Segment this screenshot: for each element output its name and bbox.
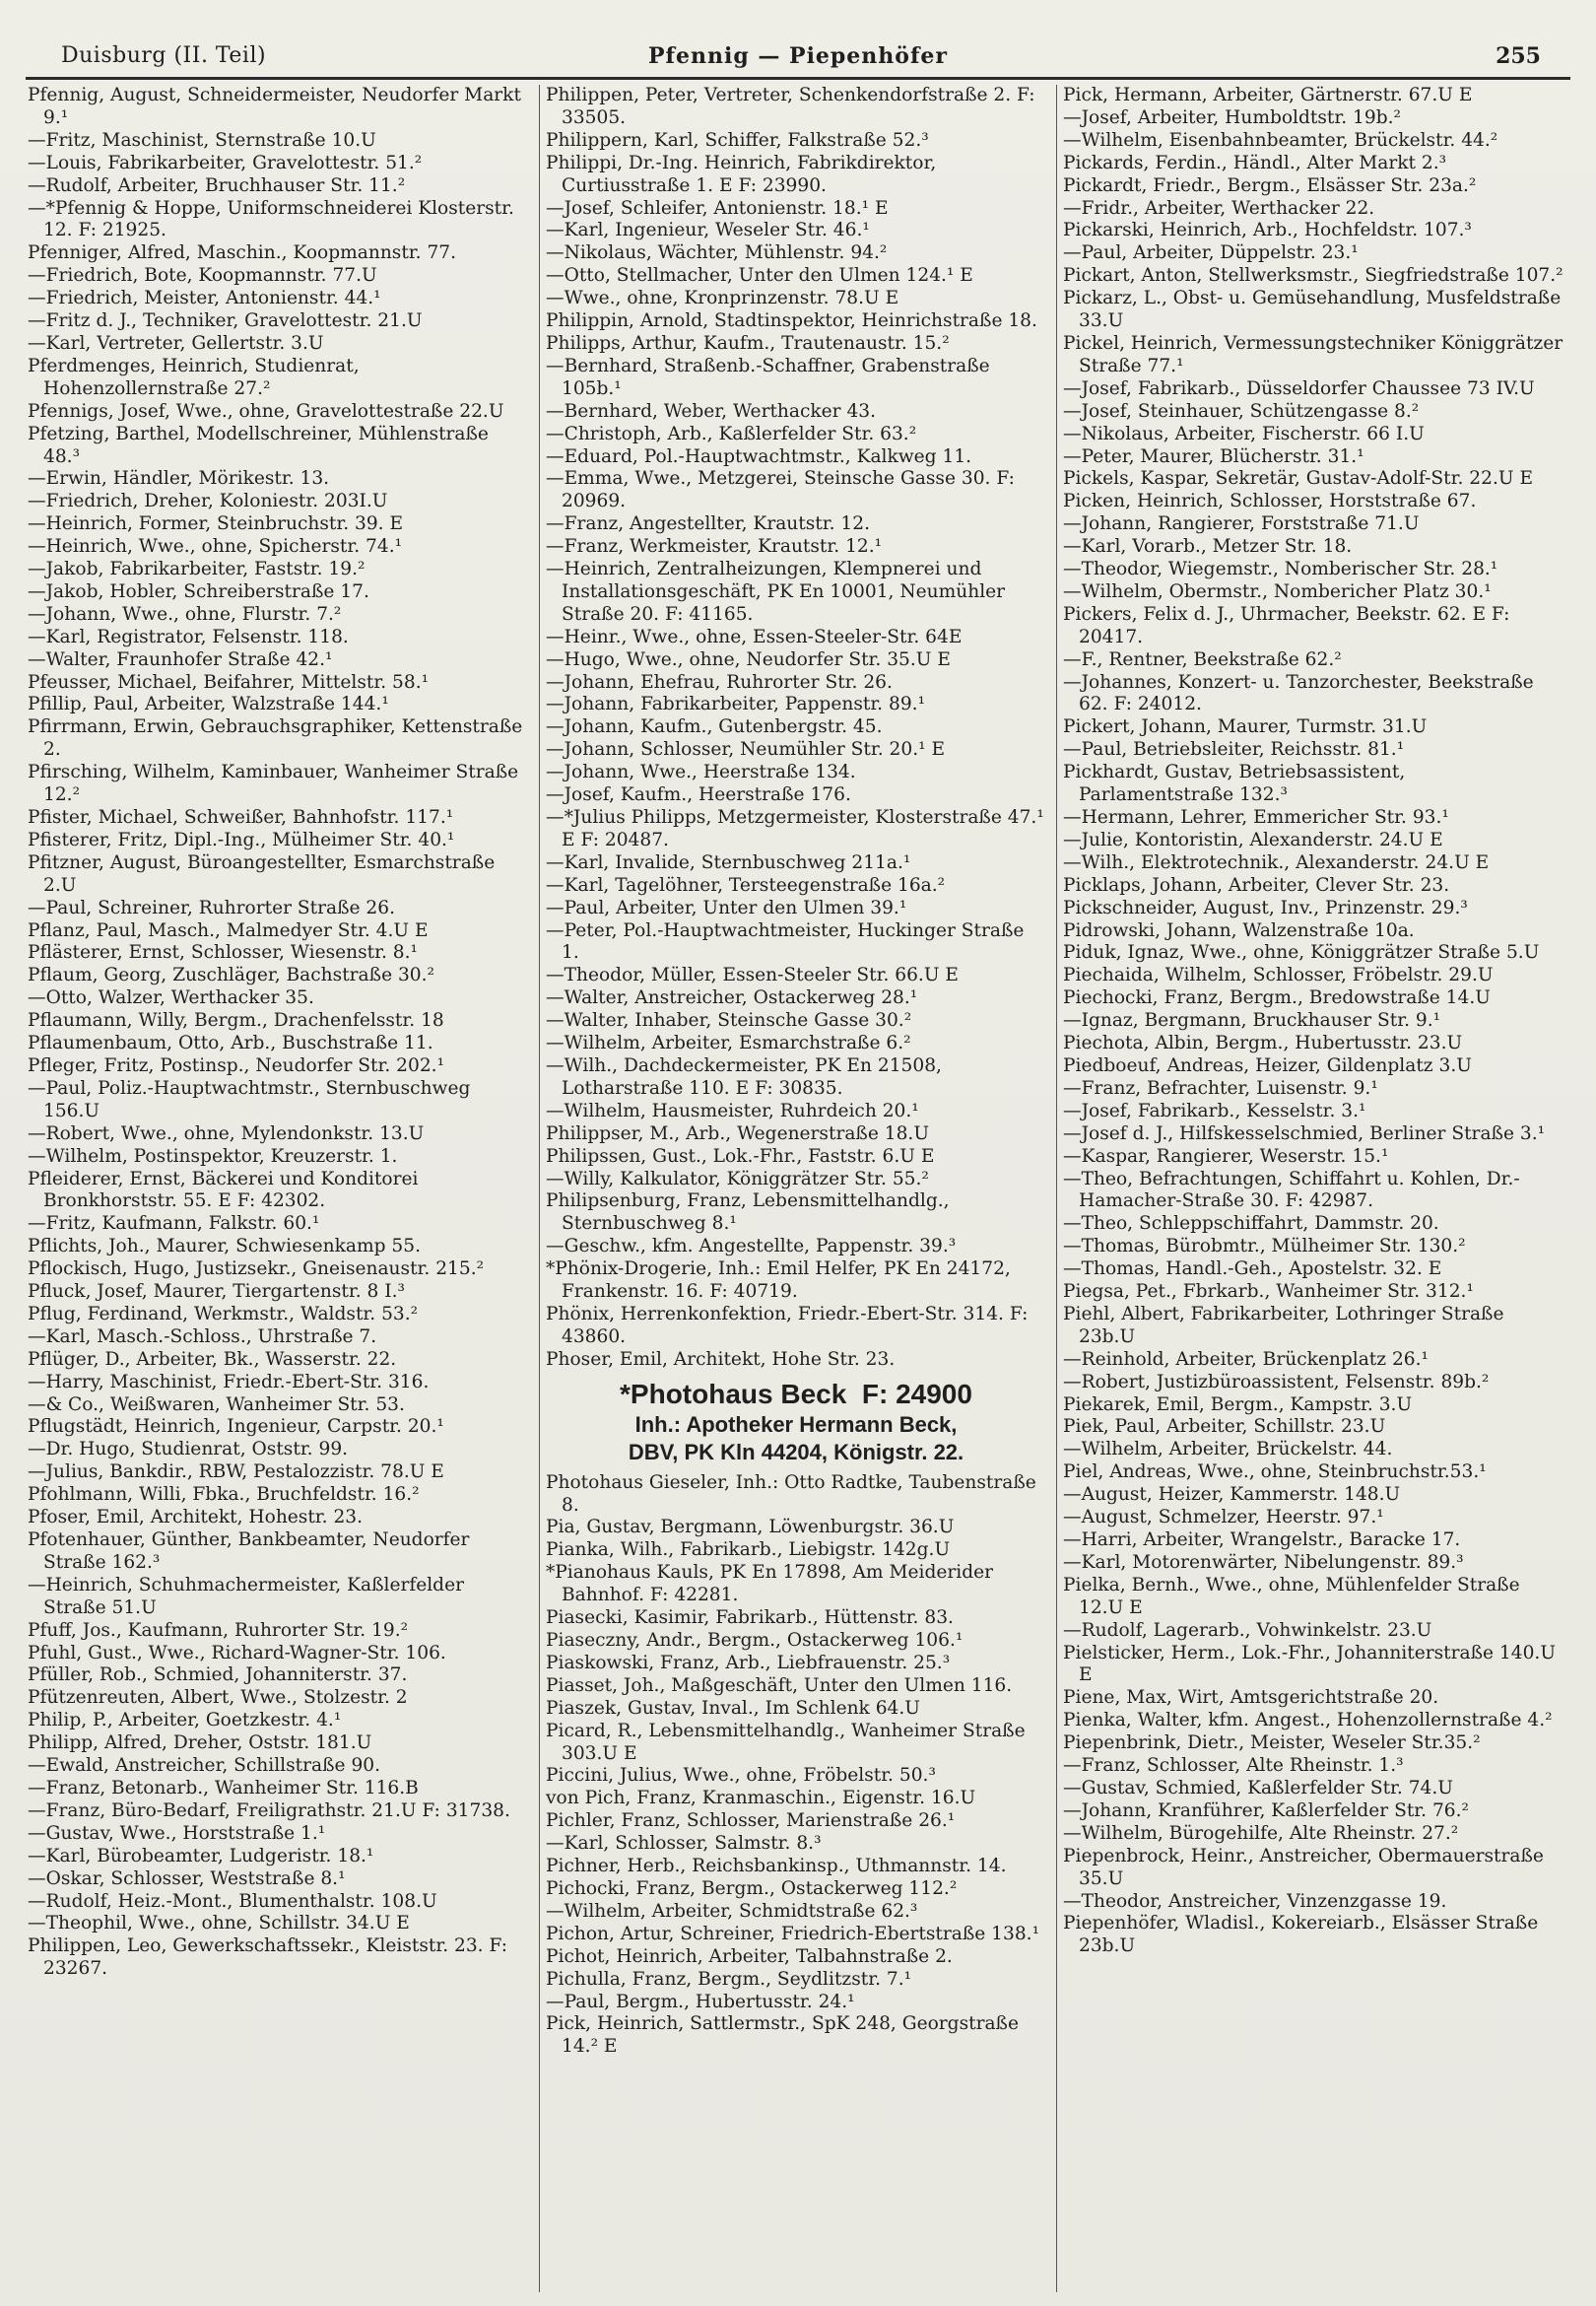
directory-entry: —Karl, Masch.-Schloss., Uhrstraße 7.	[28, 1325, 377, 1347]
directory-entry: —Wwe., ohne, Kronprinzenstr. 78.U E	[546, 288, 899, 309]
directory-entry: Philipp, Alfred, Dreher, Oststr. 181.U	[28, 1732, 372, 1754]
directory-entry: Pickarski, Heinrich, Arb., Hochfeldstr. 107.³	[1063, 220, 1472, 241]
directory-entry: Piepenbrock, Heinr., Anstreicher, Obermauerstraße 35.U	[1063, 1845, 1544, 1889]
directory-entry: —*Julius Philipps, Metzgermeister, Klosterstraße 47.¹ E F: 20487.	[546, 807, 1044, 850]
directory-entry: Pickardt, Friedr., Bergm., Elsässer Str. 23a.²	[1063, 174, 1477, 196]
directory-entry: Pflanz, Paul, Masch., Malmedyer Str. 4.U E	[28, 919, 429, 941]
directory-entry: von Pich, Franz, Kranmaschin., Eigenstr. 16.U	[546, 1788, 976, 1809]
directory-entry: —Nikolaus, Arbeiter, Fischerstr. 66 I.U	[1063, 423, 1425, 444]
directory-entry: Pflockisch, Hugo, Justizsekr., Gneisenaustr. 215.²	[28, 1258, 485, 1280]
directory-entry: Pfützenreuten, Albert, Wwe., Stolzestr. 2	[28, 1687, 408, 1709]
directory-entry: —Harry, Maschinist, Friedr.-Ebert-Str. 316.	[28, 1371, 430, 1392]
directory-entry: Picklaps, Johann, Arbeiter, Clever Str. 23.	[1063, 874, 1450, 896]
directory-entry: —Fritz, Maschinist, Sternstraße 10.U	[28, 129, 376, 151]
directory-entry: —Wilhelm, Obermstr., Nombericher Platz 30.¹	[1063, 580, 1492, 602]
ad-phone: F: 24900	[861, 1378, 972, 1409]
directory-entry: —Johann, Fabrikarbeiter, Pappenstr. 89.¹	[546, 694, 926, 715]
directory-entry: —Johann, Wwe., ohne, Flurstr. 7.²	[28, 603, 342, 625]
header-range: Pfennig — Piepenhöfer	[647, 43, 949, 69]
directory-entry: —Walter, Anstreicher, Ostackerweg 28.¹	[546, 987, 918, 1009]
directory-entry: Pfohlmann, Willi, Fbka., Bruchfeldstr. 16.²	[28, 1484, 420, 1506]
directory-entry: —Franz, Werkmeister, Krautstr. 12.¹	[546, 536, 883, 558]
directory-entry: Pflästerer, Ernst, Schlosser, Wiesenstr. 8.¹	[28, 942, 418, 964]
directory-entry: Pichulla, Franz, Bergm., Seydlitzstr. 7.¹	[546, 1968, 912, 1990]
directory-entry: —Louis, Fabrikarbeiter, Gravelottestr. 51.²	[28, 152, 423, 173]
directory-entry: —Fritz, Kaufmann, Falkstr. 60.¹	[28, 1213, 320, 1235]
directory-entry: —Thomas, Handl.-Geh., Apostelstr. 32. E	[1063, 1258, 1442, 1280]
directory-entry: —Friedrich, Meister, Antonienstr. 44.¹	[28, 288, 381, 309]
photohaus-beck-advertisement	[546, 1378, 1046, 1466]
directory-entry: Pfisterer, Fritz, Dipl.-Ing., Mülheimer Str. 40.¹	[28, 829, 455, 850]
directory-entry: Pfenniger, Alfred, Maschin., Koopmannstr. 77.	[28, 242, 457, 264]
directory-entry: Pickhardt, Gustav, Betriebsassistent, Parlamentstraße 132.³	[1063, 762, 1406, 806]
directory-entry: —Rudolf, Lagerarb., Vohwinkelstr. 23.U	[1063, 1619, 1432, 1641]
directory-entry: —Josef, Fabrikarb., Kesselstr. 3.¹	[1063, 1100, 1366, 1121]
column-2-entries	[546, 85, 1046, 1372]
directory-entry: —Heinrich, Wwe., ohne, Spicherstr. 74.¹	[28, 536, 403, 558]
directory-entry: —Ignaz, Bergmann, Bruckhauser Str. 9.¹	[1063, 1010, 1441, 1032]
directory-entry: Pickart, Anton, Stellwerksmstr., Siegfriedstraße 107.²	[1063, 265, 1563, 287]
directory-entry: Piaseczny, Andr., Bergm., Ostackerweg 106.¹	[546, 1630, 964, 1651]
directory-entry: Pienka, Walter, kfm. Angest., Hohenzollernstraße 4.²	[1063, 1710, 1553, 1731]
directory-entry: Piaskowski, Franz, Arb., Liebfrauenstr. 25.³	[546, 1652, 951, 1673]
directory-entry: —Karl, Ingenieur, Weseler Str. 46.¹	[546, 220, 870, 241]
directory-entry: Piepenbrink, Dietr., Meister, Weseler Str.35.²	[1063, 1732, 1481, 1754]
directory-entry: —Rudolf, Heiz.-Mont., Blumenthalstr. 108.U	[28, 1890, 437, 1912]
directory-entry: Pflaumenbaum, Otto, Arb., Buschstraße 11.	[28, 1033, 433, 1054]
column-2-entries-after-ad	[546, 1472, 1046, 2060]
directory-entry: Pfennig, August, Schneidermeister, Neudorfer Markt 9.¹	[28, 85, 521, 128]
directory-entry: —Friedrich, Bote, Koopmannstr. 77.U	[28, 265, 377, 287]
directory-entry: —Wilhelm, Arbeiter, Brückelstr. 44.	[1063, 1439, 1393, 1460]
directory-entry: —Ewald, Anstreicher, Schillstraße 90.	[28, 1755, 381, 1777]
directory-entry: —Johann, Schlosser, Neumühler Str. 20.¹ E	[546, 739, 946, 761]
directory-entry: Pichon, Artur, Schreiner, Friedrich-Ebertstraße 138.¹	[546, 1923, 1040, 1944]
directory-entry: —Friedrich, Dreher, Koloniestr. 203I.U	[28, 491, 388, 512]
ad-line-2: DBV, PK Kln 44204, Königstr. 22.	[628, 1439, 964, 1464]
directory-entry: —Nikolaus, Wächter, Mühlenstr. 94.²	[546, 242, 888, 264]
directory-entry: Pfluck, Josef, Maurer, Tiergartenstr. 8 I.³	[28, 1281, 405, 1303]
directory-entry: Pfuhl, Gust., Wwe., Richard-Wagner-Str. 106.	[28, 1642, 446, 1663]
directory-entry: —Theophil, Wwe., ohne, Schillstr. 34.U E	[28, 1913, 410, 1934]
directory-entry: —Jakob, Fabrikarbeiter, Faststr. 19.²	[28, 559, 366, 580]
directory-entry: —Theodor, Wiegemstr., Nomberischer Str. 28.¹	[1063, 559, 1498, 580]
directory-entry: Philipps, Arthur, Kaufm., Trautenaustr. 15.²	[546, 332, 950, 354]
directory-entry: —Bernhard, Straßenb.-Schaffner, Grabenstraße 105b.¹	[546, 355, 990, 399]
directory-entry: Pfuff, Jos., Kaufmann, Ruhrorter Str. 19.²	[28, 1619, 409, 1641]
directory-entry: Pflüger, D., Arbeiter, Bk., Wasserstr. 22.	[28, 1348, 397, 1370]
directory-entry: —Franz, Schlosser, Alte Rheinstr. 1.³	[1063, 1755, 1404, 1777]
directory-entry: —& Co., Weißwaren, Wanheimer Str. 53.	[28, 1393, 405, 1415]
column-2	[539, 85, 1056, 2292]
directory-entry: —Otto, Stellmacher, Unter den Ulmen 124.¹ E	[546, 265, 973, 287]
directory-entry: Piasset, Joh., Maßgeschäft, Unter den Ulmen 116.	[546, 1674, 1013, 1696]
directory-entry: Piccini, Julius, Wwe., ohne, Fröbelstr. 50.³	[546, 1765, 936, 1787]
directory-entry: Pflug, Ferdinand, Werkmstr., Waldstr. 53.²	[28, 1303, 419, 1324]
directory-entry: —Dr. Hugo, Studienrat, Oststr. 99.	[28, 1439, 349, 1460]
directory-entry: —Willy, Kalkulator, Königgrätzer Str. 55.²	[546, 1168, 929, 1189]
directory-entry: Pferdmenges, Heinrich, Studienrat, Hohenzollernstraße 27.²	[28, 355, 360, 399]
directory-entry: Pfeusser, Michael, Beifahrer, Mittelstr. 58.¹	[28, 671, 430, 693]
directory-entry: —Wilhelm, Bürogehilfe, Alte Rheinstr. 27.²	[1063, 1822, 1459, 1844]
directory-entry: —Walter, Fraunhofer Straße 42.¹	[28, 648, 333, 670]
directory-entry: —Eduard, Pol.-Hauptwachtmstr., Kalkweg 11.	[546, 445, 972, 467]
directory-entry: —Franz, Befrachter, Luisenstr. 9.¹	[1063, 1077, 1378, 1099]
directory-entry: Piepenhöfer, Wladisl., Kokereiarb., Elsässer Straße 23b.U	[1063, 1913, 1539, 1957]
directory-entry: —Hugo, Wwe., ohne, Neudorfer Str. 35.U E	[546, 648, 951, 670]
directory-entry: Philippi, Dr.-Ing. Heinrich, Fabrikdirektor, Curtiusstraße 1. E F: 23990.	[546, 152, 937, 196]
directory-entry: —Franz, Betonarb., Wanheimer Str. 116.B	[28, 1777, 419, 1798]
directory-entry: Philippser, M., Arb., Wegenerstraße 18.U	[546, 1122, 929, 1144]
directory-entry: Pickers, Felix d. J., Uhrmacher, Beekstr. 62. E F: 20417.	[1063, 603, 1510, 647]
directory-entry: —Wilh., Elektrotechnik., Alexanderstr. 24.U E	[1063, 851, 1490, 873]
directory-entry: Pickards, Ferdin., Händl., Alter Markt 2.³	[1063, 152, 1447, 173]
directory-entry: Pick, Heinrich, Sattlermstr., SpK 248, Georgstraße 14.² E	[546, 2013, 1019, 2058]
ad-line-1: Inh.: Apotheker Hermann Beck,	[634, 1411, 958, 1437]
directory-entry: Pichocki, Franz, Bergm., Ostackerweg 112.²	[546, 1877, 958, 1899]
directory-entry: Pfetzing, Barthel, Modellschreiner, Mühlenstraße 48.³	[28, 423, 489, 467]
directory-entry: Piaszek, Gustav, Inval., Im Schlenk 64.U	[546, 1697, 920, 1719]
directory-entry: Philippen, Leo, Gewerkschaftssekr., Kleiststr. 23. F: 23267.	[28, 1935, 507, 1980]
directory-entry: —Emma, Wwe., Metzgerei, Steinsche Gasse 30. F: 20969.	[546, 468, 1015, 512]
directory-entry: —Johann, Kaufm., Gutenbergstr. 45.	[546, 716, 883, 738]
directory-entry: Piegsa, Pet., Fbrkarb., Wanheimer Str. 312.¹	[1063, 1281, 1474, 1303]
directory-entry: Pickert, Johann, Maurer, Turmstr. 31.U	[1063, 716, 1428, 738]
directory-entry: —Karl, Vertreter, Gellertstr. 3.U	[28, 332, 324, 354]
directory-entry: Pichner, Herb., Reichsbankinsp., Uthmannstr. 14.	[546, 1856, 1007, 1877]
directory-entry: Pichler, Franz, Schlosser, Marienstraße 26.¹	[546, 1810, 956, 1832]
directory-entry: Pfillip, Paul, Arbeiter, Walzstraße 144.¹	[28, 694, 389, 715]
directory-entry: Pfleger, Fritz, Postinsp., Neudorfer Str. 202.¹	[28, 1054, 445, 1076]
directory-entry: Pickel, Heinrich, Vermessungstechniker Königgrätzer Straße 77.¹	[1063, 332, 1563, 376]
directory-entry: Phönix, Herrenkonfektion, Friedr.-Ebert-Str. 314. F: 43860.	[546, 1303, 1029, 1347]
directory-entry: —Karl, Vorarb., Metzer Str. 18.	[1063, 536, 1353, 558]
directory-entry: Piechocki, Franz, Bergm., Bredowstraße 14.U	[1063, 987, 1491, 1009]
directory-entry: —Robert, Justizbüroassistent, Felsenstr. 89b.²	[1063, 1371, 1490, 1392]
directory-entry: —Johannes, Konzert- u. Tanzorchester, Beekstraße 62. F: 24012.	[1063, 671, 1534, 715]
directory-entry: —Jakob, Hobler, Schreiberstraße 17.	[28, 580, 369, 602]
directory-entry: Pianka, Wilh., Fabrikarb., Liebigstr. 142g.U	[546, 1539, 951, 1561]
directory-entry: Pfotenhauer, Günther, Bankbeamter, Neudorfer Straße 162.³	[28, 1529, 470, 1573]
directory-entry: Philip, P., Arbeiter, Goetzkestr. 4.¹	[28, 1710, 342, 1731]
directory-entry: —Josef, Arbeiter, Humboldtstr. 19b.²	[1063, 106, 1401, 128]
directory-entry: Picken, Heinrich, Schlosser, Horststraße 67.	[1063, 491, 1477, 512]
directory-entry: —Franz, Angestellter, Krautstr. 12.	[546, 513, 870, 535]
directory-entry: —Josef, Schleifer, Antonienstr. 18.¹ E	[546, 197, 889, 219]
directory-entry: —Josef, Kaufm., Heerstraße 176.	[546, 784, 851, 806]
directory-entry: Philippen, Peter, Vertreter, Schenkendorfstraße 2. F: 33505.	[546, 85, 1035, 128]
directory-entry: Pfitzner, August, Büroangestellter, Esmarchstraße 2.U	[28, 851, 496, 896]
directory-entry: —F., Rentner, Beekstraße 62.²	[1063, 648, 1342, 670]
directory-entry: —Paul, Arbeiter, Unter den Ulmen 39.¹	[546, 897, 907, 918]
directory-entry: —Thomas, Bürobmtr., Mülheimer Str. 130.²	[1063, 1236, 1466, 1257]
directory-entry: —*Pfennig & Hoppe, Uniformschneiderei Klosterstr. 12. F: 21925.	[28, 197, 514, 241]
directory-entry: —Johann, Wwe., Heerstraße 134.	[546, 762, 856, 783]
directory-entry: Piduk, Ignaz, Wwe., ohne, Königgrätzer Straße 5.U	[1063, 942, 1540, 964]
directory-entry: Piedboeuf, Andreas, Heizer, Gildenplatz 3.U	[1063, 1054, 1472, 1076]
column-3	[1056, 85, 1573, 2292]
directory-entry: Pickarz, L., Obst- u. Gemüsehandlung, Musfeldstraße 33.U	[1063, 288, 1562, 332]
directory-entry: Piek, Paul, Arbeiter, Schillstr. 23.U	[1063, 1416, 1386, 1438]
directory-entry: Pia, Gustav, Bergmann, Löwenburgstr. 36.U	[546, 1517, 955, 1538]
directory-entry: —Josef d. J., Hilfskesselschmied, Berliner Straße 3.¹	[1063, 1122, 1546, 1144]
directory-entry: Pickels, Kaspar, Sekretär, Gustav-Adolf-Str. 22.U E	[1063, 468, 1534, 490]
directory-entry: —Julius, Bankdir., RBW, Pestalozzistr. 78.U E	[28, 1461, 444, 1483]
directory-entry: —Karl, Bürobeamter, Ludgeristr. 18.¹	[28, 1845, 374, 1866]
directory-entry: —Reinhold, Arbeiter, Brückenplatz 26.¹	[1063, 1348, 1429, 1370]
directory-entry: Pflaumann, Willy, Bergm., Drachenfelsstr. 18	[28, 1010, 444, 1032]
directory-entry: Pichot, Heinrich, Arbeiter, Talbahnstraße 2.	[546, 1945, 953, 1967]
directory-entry: —Wilhelm, Arbeiter, Esmarchstraße 6.²	[546, 1033, 911, 1054]
directory-entry: —Karl, Registrator, Felsenstr. 118.	[28, 626, 349, 647]
directory-entry: —Heinrich, Zentralheizungen, Klempnerei und Installationsgeschäft, PK En 10001, Neumühler Straße 20. F: 41165.	[546, 559, 1006, 625]
directory-entry: —Wilh., Dachdeckermeister, PK En 21508, Lotharstraße 110. E F: 30835.	[546, 1054, 942, 1099]
directory-entry: —Wilhelm, Postinspektor, Kreuzerstr. 1.	[28, 1145, 398, 1167]
directory-entry: —Heinrich, Former, Steinbruchstr. 39. E	[28, 513, 404, 535]
directory-entry: —Gustav, Wwe., Horststraße 1.¹	[28, 1822, 326, 1844]
directory-entry: —Josef, Fabrikarb., Düsseldorfer Chaussee 73 IV.U	[1063, 377, 1535, 399]
directory-entry: —Theodor, Müller, Essen-Steeler Str. 66.U E	[546, 965, 959, 986]
directory-entry: Piechaida, Wilhelm, Schlosser, Fröbelstr. 29.U	[1063, 965, 1494, 986]
directory-entry: Pflugstädt, Heinrich, Ingenieur, Carpstr. 20.¹	[28, 1416, 444, 1438]
directory-entry: Piechota, Albin, Bergm., Hubertusstr. 23.U	[1063, 1033, 1463, 1054]
directory-entry: Philipssen, Gust., Lok.-Fhr., Faststr. 6.U E	[546, 1145, 935, 1167]
header-city: Duisburg (II. Teil)	[61, 43, 267, 68]
directory-entry: —Theo, Befrachtungen, Schiffahrt u. Kohlen, Dr.-Hamacher-Straße 30. F: 42987.	[1063, 1168, 1520, 1212]
directory-entry: —Christoph, Arb., Kaßlerfelder Str. 63.²	[546, 423, 917, 444]
directory-entry: —August, Schmelzer, Heerstr. 97.¹	[1063, 1507, 1384, 1528]
directory-entry: Pfoser, Emil, Architekt, Hohestr. 23.	[28, 1507, 364, 1528]
directory-entry: —Paul, Bergm., Hubertusstr. 24.¹	[546, 1991, 855, 2012]
directory-entry: —Harri, Arbeiter, Wrangelstr., Baracke 17.	[1063, 1529, 1461, 1550]
directory-entry: —Johann, Kranführer, Kaßlerfelder Str. 76.²	[1063, 1799, 1469, 1821]
directory-entry: —Peter, Maurer, Blücherstr. 31.¹	[1063, 445, 1364, 467]
directory-entry: —Heinr., Wwe., ohne, Essen-Steeler-Str. 64E	[546, 626, 963, 647]
directory-entry: Piasecki, Kasimir, Fabrikarb., Hüttenstr. 83.	[546, 1607, 954, 1629]
directory-entry: —Karl, Tagelöhner, Tersteegenstraße 16a.²	[546, 874, 946, 896]
directory-entry: —Johann, Rangierer, Forststraße 71.U	[1063, 513, 1420, 535]
directory-entry: Piene, Max, Wirt, Amtsgerichtstraße 20.	[1063, 1687, 1439, 1709]
ad-headline: *Photohaus Beck	[620, 1378, 847, 1409]
directory-entry: Pickschneider, August, Inv., Prinzenstr. 29.³	[1063, 897, 1468, 918]
page-header	[26, 39, 1570, 80]
directory-entry: —Wilhelm, Hausmeister, Ruhrdeich 20.¹	[546, 1100, 919, 1121]
directory-entry: —Paul, Schreiner, Ruhrorter Straße 26.	[28, 897, 395, 918]
directory-entry: Pfirsching, Wilhelm, Kaminbauer, Wanheimer Straße 12.²	[28, 762, 519, 806]
directory-entry: —Franz, Büro-Bedarf, Freiligrathstr. 21.U F: 31738.	[28, 1799, 510, 1821]
directory-entry: —Heinrich, Schuhmachermeister, Kaßlerfelder Straße 51.U	[28, 1574, 464, 1618]
column-3-entries	[1063, 85, 1563, 1958]
directory-entry: —Oskar, Schlosser, Weststraße 8.¹	[28, 1867, 346, 1889]
directory-entry: Picard, R., Lebensmittelhandlg., Wanheimer Straße 303.U E	[546, 1720, 1026, 1764]
directory-entry: —August, Heizer, Kammerstr. 148.U	[1063, 1484, 1401, 1506]
directory-entry: *Phönix-Drogerie, Inh.: Emil Helfer, PK En 24172, Frankenstr. 16. F: 40719.	[546, 1258, 1011, 1303]
directory-entry: —Josef, Steinhauer, Schützengasse 8.²	[1063, 400, 1420, 422]
directory-entry: Pfister, Michael, Schweißer, Bahnhofstr. 117.¹	[28, 807, 454, 828]
directory-entry: Philipsenburg, Franz, Lebensmittelhandlg., Sternbuschweg 8.¹	[546, 1190, 950, 1235]
directory-entry: —Geschw., kfm. Angestellte, Pappenstr. 39.³	[546, 1236, 957, 1257]
directory-entry: Phoser, Emil, Architekt, Hohe Str. 23.	[546, 1348, 896, 1370]
directory-entry: —Karl, Motorenwärter, Nibelungenstr. 89.³	[1063, 1551, 1464, 1573]
directory-entry: Pflaum, Georg, Zuschläger, Bachstraße 30.²	[28, 965, 435, 986]
directory-entry: —Otto, Walzer, Werthacker 35.	[28, 987, 314, 1009]
column-1	[22, 85, 539, 2292]
directory-entry: Pidrowski, Johann, Walzenstraße 10a.	[1063, 919, 1415, 941]
directory-entry: Pfleiderer, Ernst, Bäckerei und Konditorei Bronkhorststr. 55. E F: 42302.	[28, 1168, 419, 1212]
directory-entry: —Wilhelm, Eisenbahnbeamter, Brückelstr. 44.²	[1063, 129, 1498, 151]
directory-entry: Pielsticker, Herm., Lok.-Fhr., Johanniterstraße 140.U E	[1063, 1642, 1557, 1686]
directory-entry: —Walter, Inhaber, Steinsche Gasse 30.²	[546, 1010, 912, 1032]
directory-entry: Piel, Andreas, Wwe., ohne, Steinbruchstr.53.¹	[1063, 1461, 1487, 1483]
column-1-entries	[28, 85, 529, 1981]
directory-entry: Piekarek, Emil, Bergm., Kampstr. 3.U	[1063, 1393, 1413, 1415]
directory-entry: —Paul, Poliz.-Hauptwachtmstr., Sternbuschweg 156.U	[28, 1077, 471, 1121]
directory-entry: Pick, Hermann, Arbeiter, Gärtnerstr. 67.U E	[1063, 85, 1473, 105]
directory-entry: Pfirrmann, Erwin, Gebrauchsgraphiker, Kettenstraße 2.	[28, 716, 523, 761]
directory-entry: Pfüller, Rob., Schmied, Johanniterstr. 37.	[28, 1664, 408, 1686]
directory-entry: —Peter, Pol.-Hauptwachtmeister, Huckinger Straße 1.	[546, 919, 1025, 964]
directory-entry: —Erwin, Händler, Mörikestr. 13.	[28, 468, 330, 490]
directory-entry: —Paul, Arbeiter, Düppelstr. 23.¹	[1063, 242, 1359, 264]
directory-entry: —Bernhard, Weber, Werthacker 43.	[546, 400, 877, 422]
directory-entry: —Fritz d. J., Techniker, Gravelottestr. 21.U	[28, 310, 423, 332]
directory-entry: —Robert, Wwe., ohne, Mylendonkstr. 13.U	[28, 1122, 425, 1144]
directory-entry: Philippern, Karl, Schiffer, Falkstraße 52.³	[546, 129, 929, 151]
directory-entry: —Gustav, Schmied, Kaßlerfelder Str. 74.U	[1063, 1777, 1453, 1798]
directory-columns	[22, 85, 1574, 2292]
directory-entry: Philippin, Arnold, Stadtinspektor, Heinrichstraße 18.	[546, 310, 1037, 332]
directory-entry: Photohaus Gieseler, Inh.: Otto Radtke, Taubenstraße 8.	[546, 1471, 1036, 1516]
directory-entry: Pielka, Bernh., Wwe., ohne, Mühlenfelder Straße 12.U E	[1063, 1574, 1520, 1618]
directory-entry: —Kaspar, Rangierer, Weserstr. 15.¹	[1063, 1145, 1389, 1167]
directory-entry: Piehl, Albert, Fabrikarbeiter, Lothringer Straße 23b.U	[1063, 1303, 1504, 1347]
directory-entry: —Karl, Schlosser, Salmstr. 8.³	[546, 1833, 822, 1855]
directory-entry: —Karl, Invalide, Sternbuschweg 211a.¹	[546, 851, 911, 873]
directory-entry: Pflichts, Joh., Maurer, Schwiesenkamp 55.	[28, 1236, 421, 1257]
directory-entry: Pfennigs, Josef, Wwe., ohne, Gravelottestraße 22.U	[28, 400, 504, 422]
directory-entry: —Rudolf, Arbeiter, Bruchhauser Str. 11.²	[28, 174, 406, 196]
directory-entry: —Julie, Kontoristin, Alexanderstr. 24.U E	[1063, 829, 1443, 850]
directory-entry: —Theodor, Anstreicher, Vinzenzgasse 19.	[1063, 1890, 1447, 1912]
directory-entry: —Theo, Schleppschiffahrt, Dammstr. 20.	[1063, 1213, 1439, 1235]
directory-entry: *Pianohaus Kauls, PK En 17898, Am Meiderider Bahnhof. F: 42281.	[546, 1562, 993, 1606]
directory-entry: —Fridr., Arbeiter, Werthacker 22.	[1063, 197, 1375, 219]
directory-entry: —Paul, Betriebsleiter, Reichsstr. 81.¹	[1063, 739, 1405, 761]
directory-entry: —Wilhelm, Arbeiter, Schmidtstraße 62.³	[546, 1900, 918, 1922]
directory-entry: —Hermann, Lehrer, Emmericher Str. 93.¹	[1063, 807, 1449, 828]
directory-entry: —Johann, Ehefrau, Ruhrorter Str. 26.	[546, 671, 893, 693]
page-number: 255	[1496, 43, 1541, 69]
